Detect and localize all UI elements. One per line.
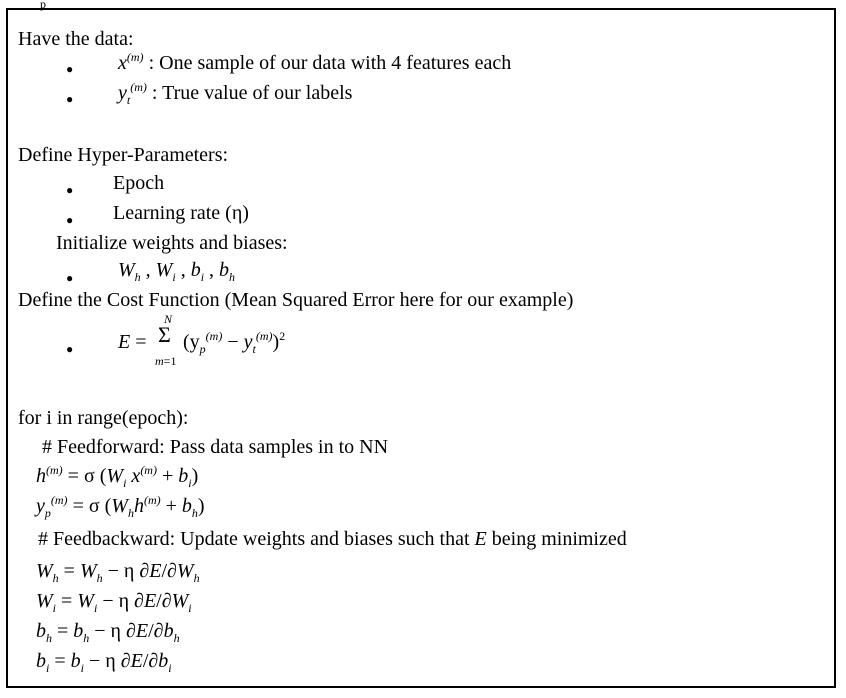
update-wi-equation: $W_i = W_i - \eta$ $\partial E/\partial W_i$ [36,590,192,615]
output-layer-equation: $y_p^{(m)} = \sigma$ $(W_hh^{(m)} + b_h)$ [36,493,205,520]
cost-rhs: $(y_p^{(m)} - y_t^{(m)})^2$ [183,329,286,356]
feedbackward-comment: # Feedbackward: Update weights and biases such that E being minimized [38,528,627,550]
feedforward-comment: # Feedforward: Pass data samples in to NN [42,436,389,458]
sum-lower-limit: m=1 [155,354,177,368]
data-sample-item: $x^{(m)}$ : One sample of our data with 4 features each [118,50,512,74]
update-bh-equation: $b_h = b_h - \eta$ $\partial E/\partial b_h$ [36,620,180,645]
epoch-item: Epoch [113,172,165,194]
have-data-heading: Have the data: [18,28,134,50]
bullet [66,176,73,202]
cost-lhs: E = [118,331,147,353]
weights-biases-list: $W_h$ , $W_i$ , $b_i$ , $b_h$ [118,259,236,284]
hidden-layer-equation: $h^{(m)} = \sigma$ ($W_i$ $x^{(m)} + b_i$) [36,463,199,490]
for-loop-line: for i in range(epoch): [18,407,189,429]
bullet [66,264,73,290]
true-labels-item: $y_t^{(m)}$ : True value of our labels [118,80,353,107]
init-heading: Initialize weights and biases: [56,232,288,254]
summation-symbol: Σ [158,322,171,347]
update-bi-equation: $b_i = b_i - \eta$ $\partial E/\partial b_i$ [36,650,172,675]
learning-rate-item: Learning rate (η) [113,202,249,224]
top-mark: p [40,0,46,11]
hyper-params-heading: Define Hyper-Parameters: [18,144,229,166]
cost-heading: Define the Cost Function (Mean Squared Error here for our example) [18,289,574,311]
sum-upper-limit: N [164,312,173,326]
bullet [66,85,73,111]
update-wh-equation: $W_h = W_h - \eta$ $\partial E/\partial W_h$ [36,560,200,585]
bullet [66,55,73,81]
bullet [66,206,73,232]
bullet [66,335,73,361]
